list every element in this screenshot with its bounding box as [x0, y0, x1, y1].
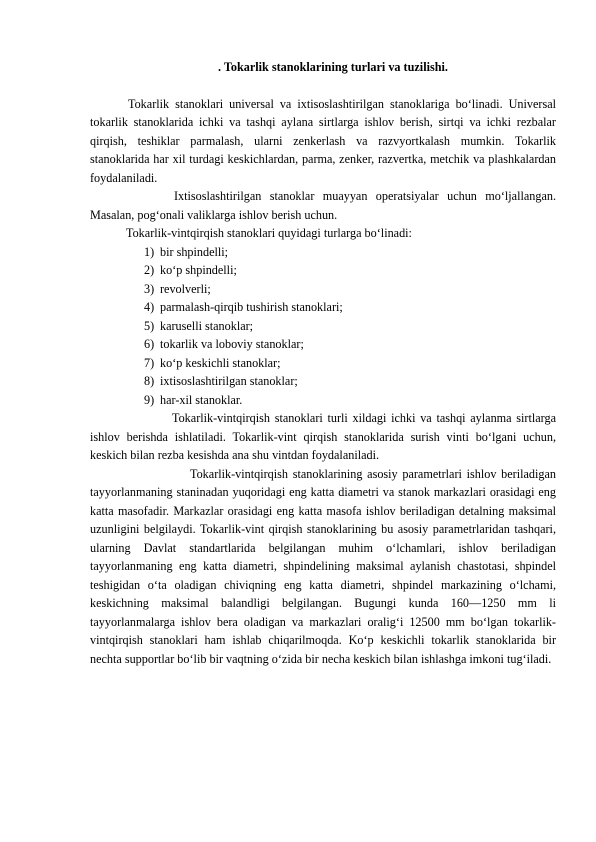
paragraph-main-parameters: Tokarlik-vintqirqish stanoklarining asosiy parametrlari ishlov beriladigan tayyorlanmaning staninadan yuqoridagi eng katta diametri va stanok markazlari orasidagi eng katta masofadir. Markazlar orasidagi eng katta masofa ishlov beriladigan detalning maksimal uzunligini belgilaydi. Tokarlik-vint qirqish stanoklarining bu asosiy parametrlaridan tashqari, ularning Davlat standartlarida belgilangan muhim o‘lchamlari, ishlov beriladigan tayyorlanmaning eng katta diametri, shpindelining maksimal aylanish chastotasi, shpindel teshigidan o‘ta oladigan chiviqning eng katta diametri, shpindel markazining o‘lchami, keskichning maksimal balandligi belgilangan. Bugungi kunda 160—1250 mm li tayyorlanmalarga ishlov bera oladigan va markazlari oralig‘i 12500 mm bo‘lgan tokarlik-vintqirqish stanoklari ham ishlab chiqarilmoqda. Ko‘p keskichli tokarlik stanoklarida bir nechta supportlar bo‘lib bir vaqtning o‘zida bir necha keskich bilan ishlashga imkoni tug‘iladi. [90, 466, 556, 666]
paragraph-types-intro: Tokarlik-vintqirqish stanoklari quyidagi turlarga bo‘linadi: [126, 226, 412, 240]
list-item [144, 280, 556, 299]
list-item [144, 354, 556, 373]
list-item-number: 4) [144, 300, 155, 314]
list-item-text: ko‘p shpindelli; [160, 263, 237, 277]
list-item-text: har-xil stanoklar. [160, 392, 243, 407]
list-item-text: karuselli stanoklar; [160, 318, 254, 333]
list-item-number: 7) [144, 355, 155, 370]
list-item [144, 372, 556, 391]
page-title: . Tokarlik stanoklarining turlari va tuzilishi. [218, 60, 448, 74]
list-item-text: ko‘p keskichli stanoklar; [160, 355, 281, 370]
list-item-number: 2) [144, 263, 155, 277]
list-item-number: 8) [144, 374, 155, 388]
list-item-text: tokarlik va loboviy stanoklar; [160, 337, 304, 351]
list-item-number: 1) [144, 244, 155, 259]
list-item [144, 317, 556, 336]
lathe-types-list [90, 243, 556, 410]
list-item-number: 9) [144, 392, 155, 407]
list-item-number: 3) [144, 281, 155, 296]
list-item-number: 5) [144, 318, 155, 333]
list-item [144, 261, 556, 280]
list-item [144, 298, 556, 317]
list-item [144, 243, 556, 262]
list-item-number: 6) [144, 337, 155, 351]
paragraph-universal-lathes: Tokarlik stanoklari universal va ixtisoslashtirilgan stanoklariga bo‘linadi. Universal tokarlik stanoklarida ichki va tashqi aylana sirtlarga ishlov berish, sirtqi va ichki rezbalar qirqish, teshiklar parmalash, ularni zenkerlash va razvyortkalash mumkin. Tokarlik stanoklarida har xil turdagi keskichlardan, parma, zenker, razvertka, metchik va plashkalardan foydalaniladi. [90, 96, 556, 185]
list-item-text: revolverli; [160, 281, 211, 296]
list-item-text: ixtisoslashtirilgan stanoklar; [160, 374, 298, 388]
list-item [144, 391, 556, 410]
document-page [90, 58, 556, 668]
list-item-text: parmalash-qirqib tushirish stanoklari; [160, 300, 343, 314]
list-item [144, 335, 556, 354]
paragraph-screw-cutting-usage: Tokarlik-vintqirqish stanoklari turli xildagi ichki va tashqi aylanma sirtlarga ishlov berishda ishlatiladi. Tokarlik-vint qirqish stanoklarida surish vinti bo‘lgani uchun, keskich bilan rezba kesishda ana shu vintdan foydalaniladi. [90, 411, 556, 462]
paragraph-specialized-lathes: Ixtisoslashtirilgan stanoklar muayyan operatsiyalar uchun mo‘ljallangan. Masalan, pog‘onali valiklarga ishlov berish uchun. [90, 189, 556, 222]
list-item-text: bir shpindelli; [160, 244, 229, 259]
